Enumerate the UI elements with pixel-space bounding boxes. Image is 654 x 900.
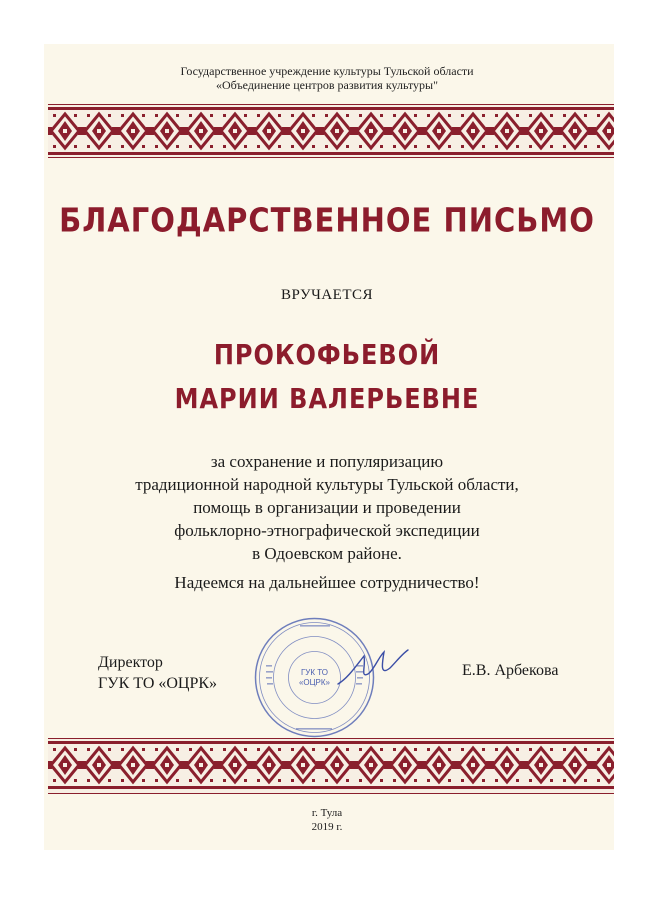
place-and-date bbox=[0, 806, 654, 834]
gratitude-text bbox=[0, 450, 654, 565]
gratitude-line: помощь в организации и проведении bbox=[193, 498, 461, 517]
director-position: Директор bbox=[98, 654, 163, 671]
issuer-header bbox=[0, 64, 654, 92]
signature bbox=[334, 644, 412, 696]
stamp-text-1: ГУК ТО bbox=[300, 668, 329, 677]
gratitude-line: традиционной народной культуры Тульской области, bbox=[135, 475, 519, 494]
recipient-name: МАРИИ ВАЛЕРЬЕВНЕ bbox=[174, 382, 480, 416]
issuer-line-2: «Объединение центров развития культуры" bbox=[215, 78, 439, 92]
director-organization: ГУК ТО «ОЦРК» bbox=[98, 675, 218, 692]
recipient-surname: ПРОКОФЬЕВОЙ bbox=[213, 338, 441, 372]
signer-name: Е.В. Арбекова bbox=[462, 662, 559, 679]
issuer-line-1: Государственное учреждение культуры Тульской области bbox=[180, 64, 474, 78]
cooperation-wish: Надеемся на дальнейшее сотрудничество! bbox=[174, 573, 480, 592]
director-title bbox=[98, 652, 217, 694]
document-title: БЛАГОДАРСТВЕННОЕ ПИСЬМО bbox=[59, 200, 595, 240]
ornament-band-bottom bbox=[48, 738, 614, 794]
gratitude-line: фольклорно-этнографической экспедиции bbox=[174, 521, 480, 540]
gratitude-line: в Одоевском районе. bbox=[252, 544, 402, 563]
year: 2019 г. bbox=[311, 821, 343, 833]
stamp-text-2: «ОЦРК» bbox=[298, 678, 331, 687]
city: г. Тула bbox=[311, 807, 343, 819]
presented-label: ВРУЧАЕТСЯ bbox=[280, 287, 373, 303]
gratitude-line: за сохранение и популяризацию bbox=[210, 452, 444, 471]
ornament-band-top bbox=[48, 104, 614, 158]
